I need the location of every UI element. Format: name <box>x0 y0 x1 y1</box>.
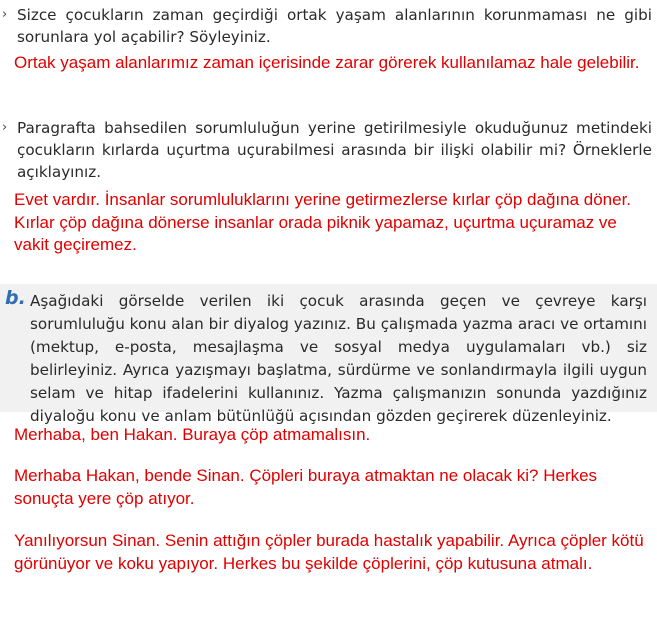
section-b <box>0 284 657 425</box>
bullet-icon: › <box>2 120 8 135</box>
question-2 <box>0 117 652 183</box>
section-b-instructions: Aşağıdaki görselde verilen iki çocuk arasında geçen ve çevreye karşı sorumluluğu konu alan bir diyalog yazınız. Bu çalışmada yazma aracı ve ortamını (mektup, e-posta, mesajlaşma ve sosyal medya uygulamaları vb.) siz belirleyiniz. Ayrıca yazışmayı başlatma, sürdürme ve sonlandırmayla ilgili uygun selam ve hitap ifadelerini kullanınız. Yazma çalışmanızın sonunda yazdığınız diyaloğu konu ve anlam bütünlüğü açısından gözden geçirerek düzenleyiniz. <box>30 292 647 425</box>
question-2-text: Paragrafta bahsedilen sorumluluğun yerine getirilmesiyle okuduğunuz metindeki çocukların kırlarda uçurtma uçurabilmesi arasında bir ilişki olabilir mi? Örneklerle açıklayınız. <box>17 119 652 181</box>
dialogue-line-2: Merhaba Hakan, bende Sinan. Çöpleri buraya atmaktan ne olacak ki? Herkes sonuçta yere çöp atıyor. <box>14 466 598 508</box>
bullet-icon: › <box>2 7 8 22</box>
question-1-text: Sizce çocukların zaman geçirdiği ortak yaşam alanlarının korunmaması ne gibi sorunlara yol açabilir? Söyleyiniz. <box>17 6 652 46</box>
dialogue-line-3: Yanılıyorsun Sinan. Senin attığın çöpler burada hastalık yapabilir. Ayrıca çöpler kötü görünüyor ve koku yapıyor. Herkes bu şekilde çöplerini, çöp kutusuna atmalı. <box>14 531 644 573</box>
dialogue-line-1: Merhaba, ben Hakan. Buraya çöp atmamalısın. <box>14 425 371 444</box>
section-letter: b. <box>5 287 26 309</box>
answer-2: Evet vardır. İnsanlar sorumluluklarını yerine getirmezlerse kırlar çöp dağına döner. Kırlar çöp dağına dönerse insanlar orada piknik yapamaz, uçurtma uçuramaz ve vakit geçiremez. <box>14 190 632 254</box>
question-1 <box>0 4 652 48</box>
answer-1: Ortak yaşam alanlarımız zaman içerisinde zarar görerek kullanılamaz hale gelebilir. <box>14 53 640 72</box>
